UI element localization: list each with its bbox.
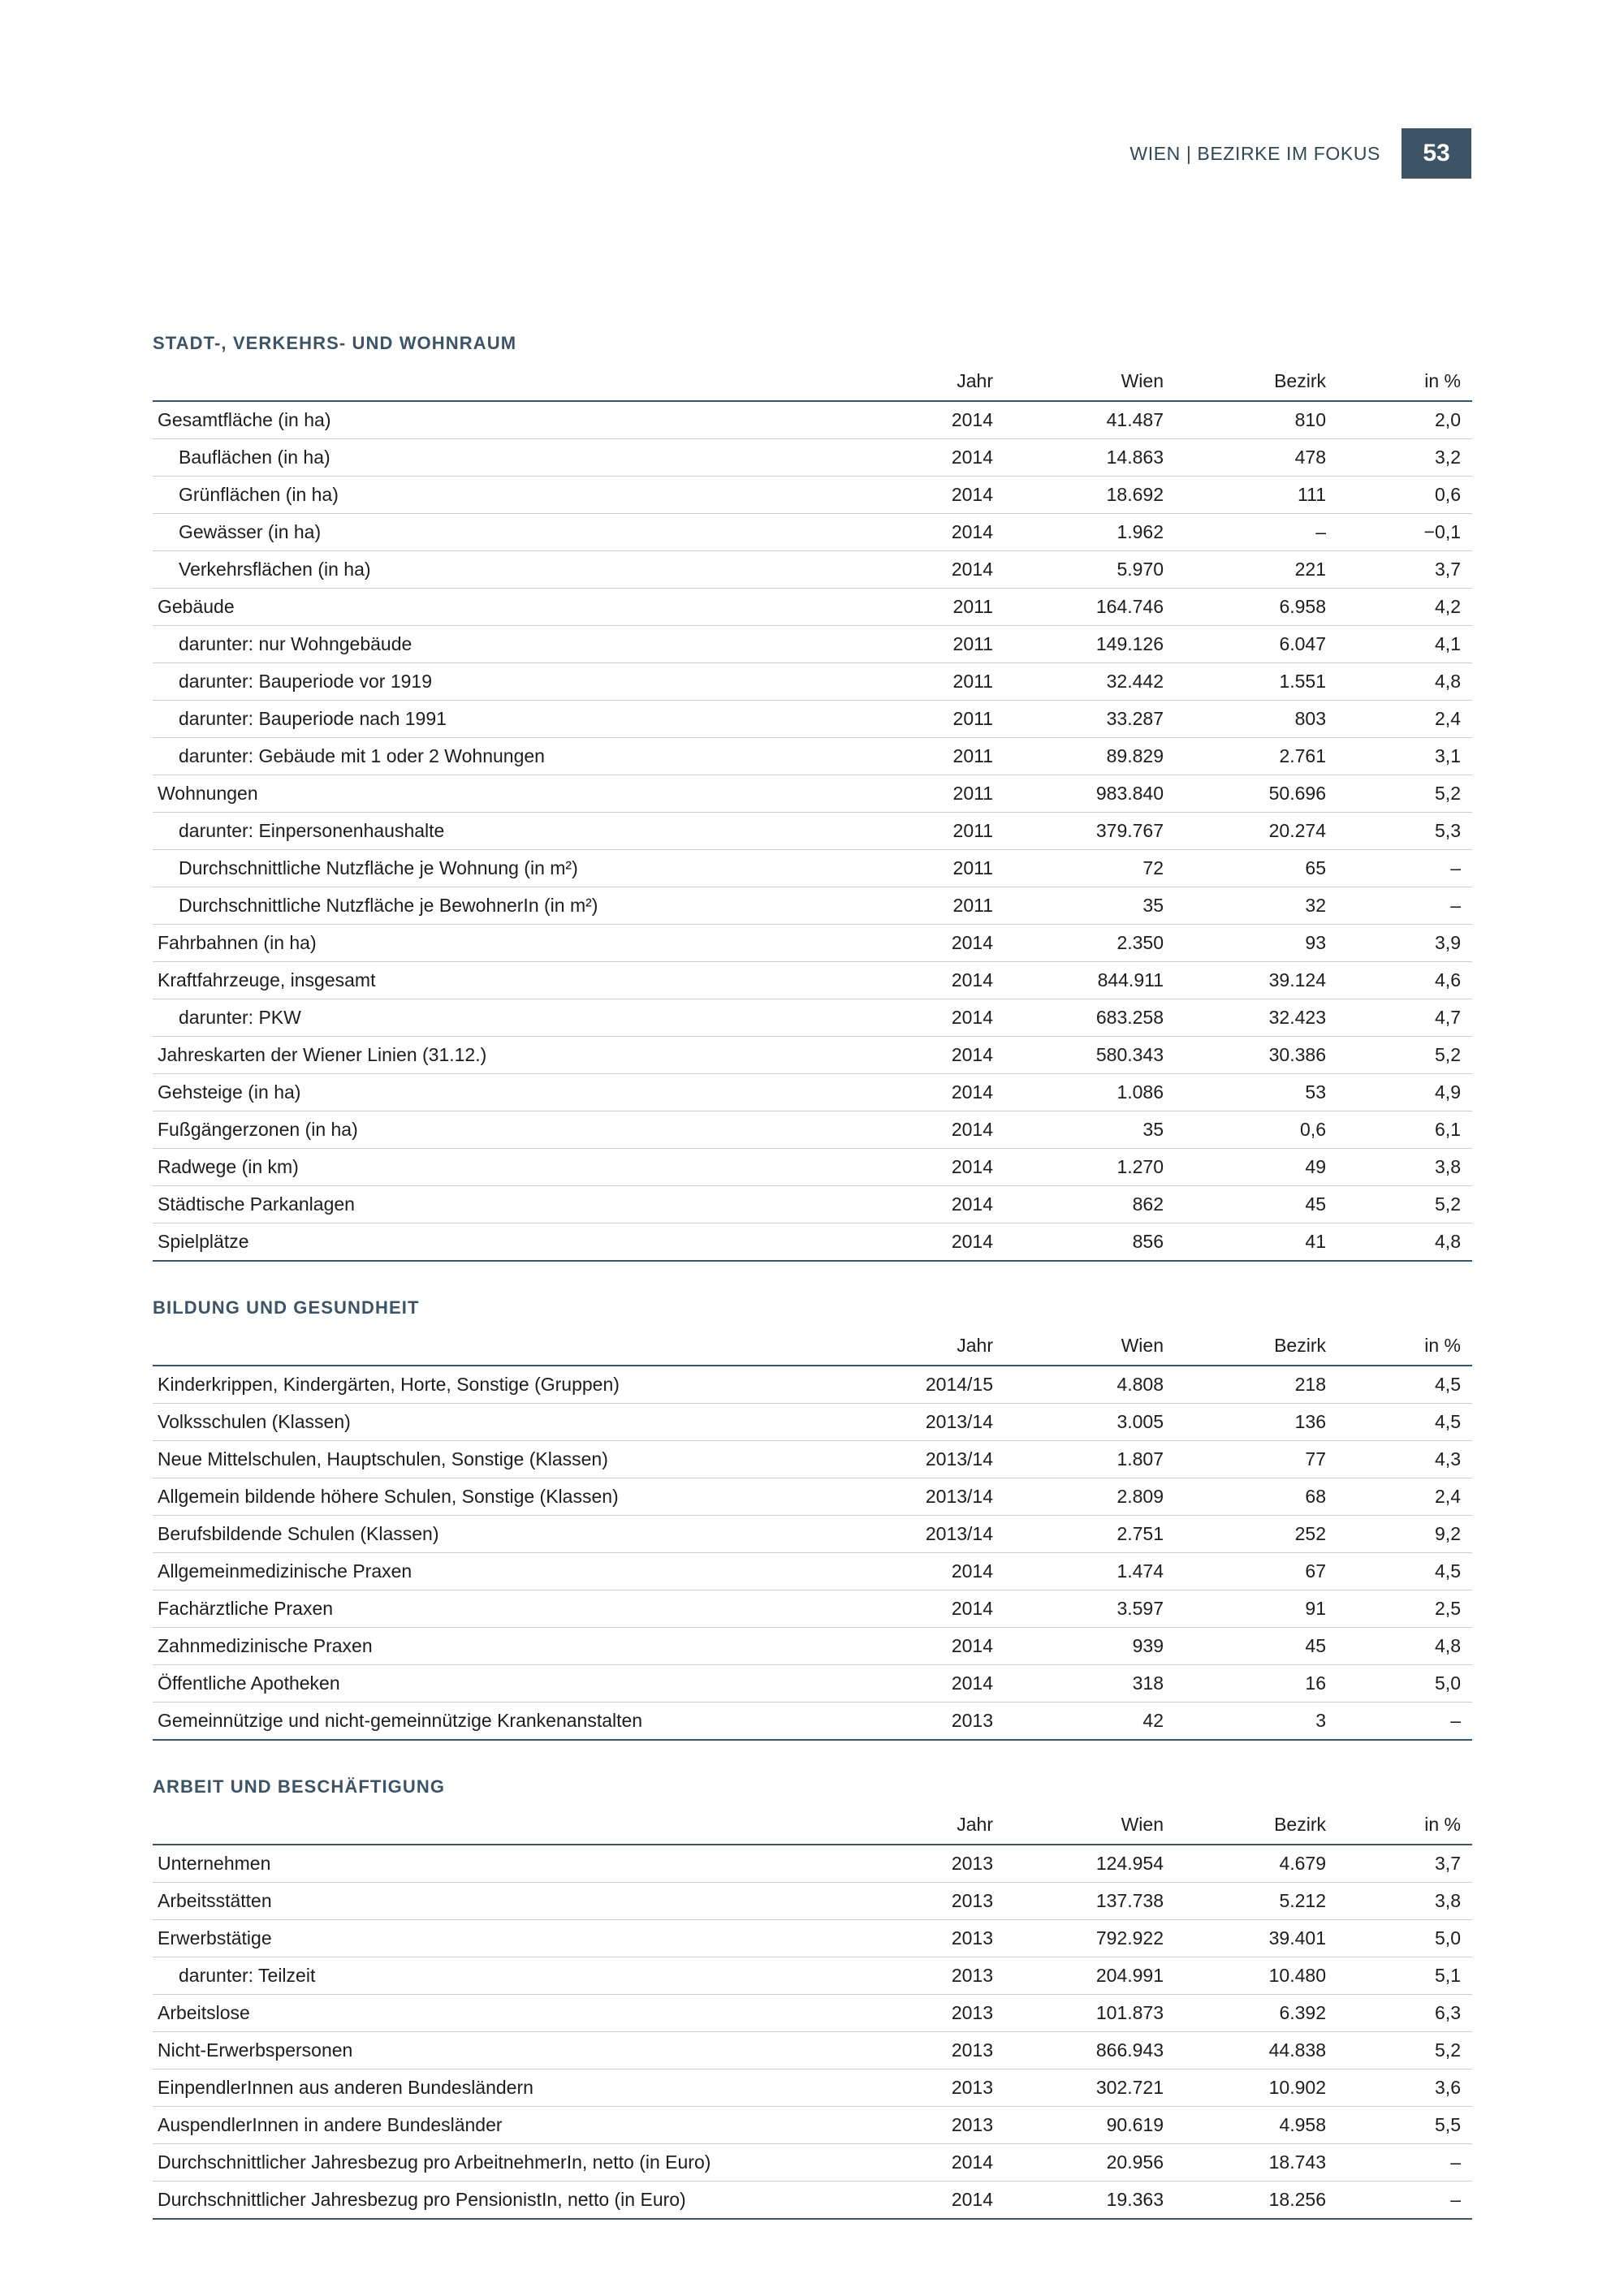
cell-jahr: 2013 bbox=[867, 1920, 1026, 1957]
cell-wien: 1.474 bbox=[1026, 1553, 1188, 1590]
cell-bezirk: 5.212 bbox=[1188, 1883, 1350, 1920]
cell-jahr: 2014 bbox=[867, 2144, 1026, 2182]
cell-jahr: 2014 bbox=[867, 1186, 1026, 1224]
cell-prozent: 5,1 bbox=[1350, 1957, 1472, 1995]
cell-prozent: 4,7 bbox=[1350, 999, 1472, 1037]
cell-jahr: 2011 bbox=[867, 663, 1026, 701]
cell-jahr: 2014 bbox=[867, 962, 1026, 999]
cell-bezirk: 91 bbox=[1188, 1590, 1350, 1628]
cell-prozent: – bbox=[1350, 850, 1472, 887]
cell-wien: 164.746 bbox=[1026, 589, 1188, 626]
cell-prozent: 6,3 bbox=[1350, 1995, 1472, 2032]
column-header-prozent: in % bbox=[1350, 1810, 1472, 1845]
row-label: darunter: nur Wohngebäude bbox=[153, 626, 867, 663]
cell-wien: 41.487 bbox=[1026, 401, 1188, 439]
column-header-label bbox=[153, 367, 867, 401]
table-row bbox=[153, 551, 1472, 589]
cell-prozent: 9,2 bbox=[1350, 1516, 1472, 1553]
row-label: darunter: PKW bbox=[153, 999, 867, 1037]
table-row bbox=[153, 589, 1472, 626]
cell-prozent: 5,2 bbox=[1350, 775, 1472, 813]
cell-prozent: 3,7 bbox=[1350, 551, 1472, 589]
column-header-jahr: Jahr bbox=[867, 367, 1026, 401]
cell-jahr: 2014 bbox=[867, 1224, 1026, 1262]
cell-bezirk: 18.743 bbox=[1188, 2144, 1350, 2182]
cell-prozent: −0,1 bbox=[1350, 514, 1472, 551]
cell-prozent: 3,6 bbox=[1350, 2069, 1472, 2107]
table-row bbox=[153, 1957, 1472, 1995]
cell-jahr: 2014 bbox=[867, 1553, 1026, 1590]
row-label: Gesamtfläche (in ha) bbox=[153, 401, 867, 439]
cell-jahr: 2011 bbox=[867, 887, 1026, 925]
cell-bezirk: 77 bbox=[1188, 1441, 1350, 1478]
cell-wien: 2.751 bbox=[1026, 1516, 1188, 1553]
cell-wien: 14.863 bbox=[1026, 439, 1188, 477]
cell-jahr: 2014 bbox=[867, 2182, 1026, 2220]
cell-wien: 856 bbox=[1026, 1224, 1188, 1262]
row-label: Nicht-Erwerbspersonen bbox=[153, 2032, 867, 2069]
cell-bezirk: 30.386 bbox=[1188, 1037, 1350, 1074]
row-label: Berufsbildende Schulen (Klassen) bbox=[153, 1516, 867, 1553]
cell-wien: 1.086 bbox=[1026, 1074, 1188, 1111]
table-row bbox=[153, 1366, 1472, 1404]
column-header-bezirk: Bezirk bbox=[1188, 1810, 1350, 1845]
cell-wien: 18.692 bbox=[1026, 477, 1188, 514]
row-label: Fußgängerzonen (in ha) bbox=[153, 1111, 867, 1149]
table-row bbox=[153, 1186, 1472, 1224]
cell-bezirk: 45 bbox=[1188, 1628, 1350, 1665]
table-row bbox=[153, 1441, 1472, 1478]
cell-jahr: 2013/14 bbox=[867, 1478, 1026, 1516]
cell-bezirk: 3 bbox=[1188, 1703, 1350, 1741]
cell-jahr: 2013 bbox=[867, 1845, 1026, 1883]
cell-prozent: 4,5 bbox=[1350, 1366, 1472, 1404]
stat-table bbox=[153, 1810, 1472, 2220]
table-row bbox=[153, 925, 1472, 962]
cell-bezirk: 41 bbox=[1188, 1224, 1350, 1262]
cell-jahr: 2014 bbox=[867, 401, 1026, 439]
cell-prozent: 0,6 bbox=[1350, 477, 1472, 514]
cell-wien: 3.597 bbox=[1026, 1590, 1188, 1628]
cell-bezirk: 478 bbox=[1188, 439, 1350, 477]
cell-prozent: – bbox=[1350, 2144, 1472, 2182]
cell-wien: 149.126 bbox=[1026, 626, 1188, 663]
table-row bbox=[153, 887, 1472, 925]
table-row bbox=[153, 514, 1472, 551]
row-label: Gehsteige (in ha) bbox=[153, 1074, 867, 1111]
cell-wien: 683.258 bbox=[1026, 999, 1188, 1037]
cell-jahr: 2013/14 bbox=[867, 1441, 1026, 1478]
cell-wien: 2.809 bbox=[1026, 1478, 1188, 1516]
table-header-row bbox=[153, 1810, 1472, 1845]
table-row bbox=[153, 2182, 1472, 2220]
column-header-wien: Wien bbox=[1026, 1810, 1188, 1845]
row-label: Erwerbstätige bbox=[153, 1920, 867, 1957]
cell-jahr: 2013 bbox=[867, 2069, 1026, 2107]
row-label: Gemeinnützige und nicht-gemeinnützige Krankenanstalten bbox=[153, 1703, 867, 1741]
cell-wien: 32.442 bbox=[1026, 663, 1188, 701]
cell-bezirk: 65 bbox=[1188, 850, 1350, 887]
column-header-wien: Wien bbox=[1026, 1331, 1188, 1366]
cell-jahr: 2013 bbox=[867, 2032, 1026, 2069]
row-label: Unternehmen bbox=[153, 1845, 867, 1883]
document-content bbox=[153, 333, 1472, 2255]
cell-prozent: 4,5 bbox=[1350, 1553, 1472, 1590]
row-label: darunter: Gebäude mit 1 oder 2 Wohnungen bbox=[153, 738, 867, 775]
table-row bbox=[153, 962, 1472, 999]
cell-prozent: 4,2 bbox=[1350, 589, 1472, 626]
cell-bezirk: 32.423 bbox=[1188, 999, 1350, 1037]
cell-wien: 866.943 bbox=[1026, 2032, 1188, 2069]
cell-prozent: – bbox=[1350, 2182, 1472, 2220]
cell-bezirk: 810 bbox=[1188, 401, 1350, 439]
cell-wien: 35 bbox=[1026, 1111, 1188, 1149]
cell-jahr: 2011 bbox=[867, 701, 1026, 738]
cell-bezirk: 136 bbox=[1188, 1404, 1350, 1441]
table-row bbox=[153, 1478, 1472, 1516]
table-row bbox=[153, 1037, 1472, 1074]
column-header-label bbox=[153, 1810, 867, 1845]
cell-bezirk: 39.124 bbox=[1188, 962, 1350, 999]
cell-wien: 792.922 bbox=[1026, 1920, 1188, 1957]
page-number-badge: 53 bbox=[1402, 128, 1471, 179]
table-row bbox=[153, 439, 1472, 477]
cell-wien: 101.873 bbox=[1026, 1995, 1188, 2032]
cell-wien: 1.807 bbox=[1026, 1441, 1188, 1478]
cell-bezirk: 49 bbox=[1188, 1149, 1350, 1186]
row-label: Zahnmedizinische Praxen bbox=[153, 1628, 867, 1665]
page-header bbox=[1129, 128, 1471, 179]
cell-prozent: 5,2 bbox=[1350, 1037, 1472, 1074]
cell-jahr: 2014 bbox=[867, 514, 1026, 551]
cell-wien: 1.270 bbox=[1026, 1149, 1188, 1186]
cell-prozent: 4,3 bbox=[1350, 1441, 1472, 1478]
cell-jahr: 2013 bbox=[867, 1995, 1026, 2032]
cell-wien: 204.991 bbox=[1026, 1957, 1188, 1995]
cell-wien: 318 bbox=[1026, 1665, 1188, 1703]
stat-table bbox=[153, 367, 1472, 1262]
column-header-jahr: Jahr bbox=[867, 1331, 1026, 1366]
cell-jahr: 2013 bbox=[867, 2107, 1026, 2144]
cell-prozent: 5,0 bbox=[1350, 1920, 1472, 1957]
cell-jahr: 2014 bbox=[867, 439, 1026, 477]
row-label: Städtische Parkanlagen bbox=[153, 1186, 867, 1224]
row-label: Bauflächen (in ha) bbox=[153, 439, 867, 477]
cell-wien: 3.005 bbox=[1026, 1404, 1188, 1441]
row-label: Wohnungen bbox=[153, 775, 867, 813]
row-label: Verkehrsflächen (in ha) bbox=[153, 551, 867, 589]
cell-bezirk: 221 bbox=[1188, 551, 1350, 589]
row-label: Neue Mittelschulen, Hauptschulen, Sonstige (Klassen) bbox=[153, 1441, 867, 1478]
table-row bbox=[153, 1665, 1472, 1703]
cell-bezirk: 18.256 bbox=[1188, 2182, 1350, 2220]
cell-jahr: 2014 bbox=[867, 925, 1026, 962]
row-label: Radwege (in km) bbox=[153, 1149, 867, 1186]
table-row bbox=[153, 850, 1472, 887]
row-label: Allgemeinmedizinische Praxen bbox=[153, 1553, 867, 1590]
cell-bezirk: 16 bbox=[1188, 1665, 1350, 1703]
table-row bbox=[153, 2069, 1472, 2107]
cell-jahr: 2011 bbox=[867, 738, 1026, 775]
row-label: darunter: Einpersonenhaushalte bbox=[153, 813, 867, 850]
cell-bezirk: 67 bbox=[1188, 1553, 1350, 1590]
cell-wien: 20.956 bbox=[1026, 2144, 1188, 2182]
cell-prozent: – bbox=[1350, 887, 1472, 925]
cell-prozent: 3,2 bbox=[1350, 439, 1472, 477]
cell-bezirk: 45 bbox=[1188, 1186, 1350, 1224]
cell-bezirk: 2.761 bbox=[1188, 738, 1350, 775]
table-row bbox=[153, 738, 1472, 775]
cell-prozent: 3,7 bbox=[1350, 1845, 1472, 1883]
cell-wien: 124.954 bbox=[1026, 1845, 1188, 1883]
cell-bezirk: 68 bbox=[1188, 1478, 1350, 1516]
stat-section bbox=[153, 1776, 1472, 2220]
cell-wien: 379.767 bbox=[1026, 813, 1188, 850]
column-header-prozent: in % bbox=[1350, 367, 1472, 401]
column-header-prozent: in % bbox=[1350, 1331, 1472, 1366]
cell-prozent: 3,9 bbox=[1350, 925, 1472, 962]
row-label: Jahreskarten der Wiener Linien (31.12.) bbox=[153, 1037, 867, 1074]
row-label: Öffentliche Apotheken bbox=[153, 1665, 867, 1703]
cell-prozent: 2,0 bbox=[1350, 401, 1472, 439]
table-row bbox=[153, 1883, 1472, 1920]
table-row bbox=[153, 701, 1472, 738]
cell-bezirk: 0,6 bbox=[1188, 1111, 1350, 1149]
cell-jahr: 2011 bbox=[867, 850, 1026, 887]
row-label: Spielplätze bbox=[153, 1224, 867, 1262]
cell-prozent: 2,5 bbox=[1350, 1590, 1472, 1628]
section-title: ARBEIT UND BESCHÄFTIGUNG bbox=[153, 1776, 446, 1797]
section-title: STADT-, VERKEHRS- UND WOHNRAUM bbox=[153, 333, 517, 353]
table-row bbox=[153, 1590, 1472, 1628]
cell-jahr: 2011 bbox=[867, 589, 1026, 626]
cell-bezirk: 6.958 bbox=[1188, 589, 1350, 626]
cell-prozent: 3,8 bbox=[1350, 1883, 1472, 1920]
cell-wien: 862 bbox=[1026, 1186, 1188, 1224]
cell-jahr: 2011 bbox=[867, 626, 1026, 663]
table-row bbox=[153, 2107, 1472, 2144]
cell-prozent: 4,5 bbox=[1350, 1404, 1472, 1441]
cell-wien: 5.970 bbox=[1026, 551, 1188, 589]
cell-bezirk: 10.480 bbox=[1188, 1957, 1350, 1995]
table-row bbox=[153, 1224, 1472, 1262]
row-label: darunter: Teilzeit bbox=[153, 1957, 867, 1995]
cell-wien: 42 bbox=[1026, 1703, 1188, 1741]
table-row bbox=[153, 813, 1472, 850]
cell-prozent: 4,8 bbox=[1350, 1224, 1472, 1262]
column-header-wien: Wien bbox=[1026, 367, 1188, 401]
cell-prozent: – bbox=[1350, 1703, 1472, 1741]
row-label: Arbeitsstätten bbox=[153, 1883, 867, 1920]
row-label: Durchschnittlicher Jahresbezug pro PensionistIn, netto (in Euro) bbox=[153, 2182, 867, 2220]
cell-wien: 19.363 bbox=[1026, 2182, 1188, 2220]
cell-jahr: 2013/14 bbox=[867, 1516, 1026, 1553]
table-row bbox=[153, 775, 1472, 813]
cell-wien: 89.829 bbox=[1026, 738, 1188, 775]
table-row bbox=[153, 1628, 1472, 1665]
table-row bbox=[153, 1995, 1472, 2032]
table-row bbox=[153, 1111, 1472, 1149]
cell-prozent: 4,8 bbox=[1350, 1628, 1472, 1665]
cell-wien: 33.287 bbox=[1026, 701, 1188, 738]
table-row bbox=[153, 2032, 1472, 2069]
row-label: EinpendlerInnen aus anderen Bundesländern bbox=[153, 2069, 867, 2107]
cell-bezirk: – bbox=[1188, 514, 1350, 551]
cell-prozent: 3,1 bbox=[1350, 738, 1472, 775]
cell-jahr: 2014 bbox=[867, 1074, 1026, 1111]
cell-jahr: 2011 bbox=[867, 775, 1026, 813]
row-label: Kraftfahrzeuge, insgesamt bbox=[153, 962, 867, 999]
cell-prozent: 4,6 bbox=[1350, 962, 1472, 999]
cell-wien: 844.911 bbox=[1026, 962, 1188, 999]
cell-prozent: 4,9 bbox=[1350, 1074, 1472, 1111]
cell-jahr: 2014 bbox=[867, 1665, 1026, 1703]
cell-wien: 580.343 bbox=[1026, 1037, 1188, 1074]
cell-bezirk: 6.392 bbox=[1188, 1995, 1350, 2032]
cell-wien: 4.808 bbox=[1026, 1366, 1188, 1404]
row-label: Arbeitslose bbox=[153, 1995, 867, 2032]
row-label: Durchschnittlicher Jahresbezug pro ArbeitnehmerIn, netto (in Euro) bbox=[153, 2144, 867, 2182]
breadcrumb: WIEN | BEZIRKE IM FOKUS bbox=[1129, 142, 1380, 164]
table-row bbox=[153, 1845, 1472, 1883]
cell-jahr: 2014 bbox=[867, 551, 1026, 589]
table-row bbox=[153, 401, 1472, 439]
cell-jahr: 2013/14 bbox=[867, 1404, 1026, 1441]
cell-bezirk: 44.838 bbox=[1188, 2032, 1350, 2069]
row-label: darunter: Bauperiode vor 1919 bbox=[153, 663, 867, 701]
cell-prozent: 5,2 bbox=[1350, 2032, 1472, 2069]
cell-prozent: 5,2 bbox=[1350, 1186, 1472, 1224]
cell-jahr: 2013 bbox=[867, 1883, 1026, 1920]
cell-jahr: 2013 bbox=[867, 1703, 1026, 1741]
table-row bbox=[153, 626, 1472, 663]
cell-wien: 983.840 bbox=[1026, 775, 1188, 813]
cell-bezirk: 1.551 bbox=[1188, 663, 1350, 701]
cell-bezirk: 6.047 bbox=[1188, 626, 1350, 663]
cell-jahr: 2014 bbox=[867, 1149, 1026, 1186]
cell-jahr: 2014 bbox=[867, 1111, 1026, 1149]
cell-prozent: 2,4 bbox=[1350, 701, 1472, 738]
stat-section bbox=[153, 333, 1472, 1262]
cell-bezirk: 4.679 bbox=[1188, 1845, 1350, 1883]
cell-bezirk: 53 bbox=[1188, 1074, 1350, 1111]
row-label: Kinderkrippen, Kindergärten, Horte, Sonstige (Gruppen) bbox=[153, 1366, 867, 1404]
cell-prozent: 5,3 bbox=[1350, 813, 1472, 850]
table-row bbox=[153, 1149, 1472, 1186]
cell-prozent: 5,5 bbox=[1350, 2107, 1472, 2144]
cell-prozent: 4,1 bbox=[1350, 626, 1472, 663]
cell-bezirk: 10.902 bbox=[1188, 2069, 1350, 2107]
cell-wien: 302.721 bbox=[1026, 2069, 1188, 2107]
cell-jahr: 2014 bbox=[867, 999, 1026, 1037]
column-header-jahr: Jahr bbox=[867, 1810, 1026, 1845]
cell-wien: 90.619 bbox=[1026, 2107, 1188, 2144]
cell-wien: 35 bbox=[1026, 887, 1188, 925]
stat-section bbox=[153, 1297, 1472, 1741]
cell-prozent: 5,0 bbox=[1350, 1665, 1472, 1703]
cell-prozent: 2,4 bbox=[1350, 1478, 1472, 1516]
cell-prozent: 6,1 bbox=[1350, 1111, 1472, 1149]
column-header-label bbox=[153, 1331, 867, 1366]
cell-wien: 939 bbox=[1026, 1628, 1188, 1665]
cell-bezirk: 111 bbox=[1188, 477, 1350, 514]
column-header-bezirk: Bezirk bbox=[1188, 367, 1350, 401]
row-label: AuspendlerInnen in andere Bundesländer bbox=[153, 2107, 867, 2144]
row-label: Gebäude bbox=[153, 589, 867, 626]
cell-bezirk: 4.958 bbox=[1188, 2107, 1350, 2144]
cell-prozent: 3,8 bbox=[1350, 1149, 1472, 1186]
cell-jahr: 2011 bbox=[867, 813, 1026, 850]
row-label: Fahrbahnen (in ha) bbox=[153, 925, 867, 962]
table-header-row bbox=[153, 367, 1472, 401]
cell-bezirk: 50.696 bbox=[1188, 775, 1350, 813]
cell-jahr: 2014 bbox=[867, 1037, 1026, 1074]
row-label: Volksschulen (Klassen) bbox=[153, 1404, 867, 1441]
cell-wien: 2.350 bbox=[1026, 925, 1188, 962]
cell-bezirk: 20.274 bbox=[1188, 813, 1350, 850]
cell-jahr: 2014/15 bbox=[867, 1366, 1026, 1404]
table-row bbox=[153, 1920, 1472, 1957]
row-label: Durchschnittliche Nutzfläche je Wohnung (in m²) bbox=[153, 850, 867, 887]
section-title: BILDUNG UND GESUNDHEIT bbox=[153, 1297, 420, 1318]
cell-jahr: 2014 bbox=[867, 1590, 1026, 1628]
row-label: Allgemein bildende höhere Schulen, Sonstige (Klassen) bbox=[153, 1478, 867, 1516]
cell-bezirk: 252 bbox=[1188, 1516, 1350, 1553]
row-label: Fachärztliche Praxen bbox=[153, 1590, 867, 1628]
cell-jahr: 2014 bbox=[867, 477, 1026, 514]
cell-bezirk: 39.401 bbox=[1188, 1920, 1350, 1957]
column-header-bezirk: Bezirk bbox=[1188, 1331, 1350, 1366]
cell-wien: 72 bbox=[1026, 850, 1188, 887]
table-row bbox=[153, 1074, 1472, 1111]
cell-wien: 137.738 bbox=[1026, 1883, 1188, 1920]
cell-bezirk: 803 bbox=[1188, 701, 1350, 738]
cell-jahr: 2014 bbox=[867, 1628, 1026, 1665]
table-header-row bbox=[153, 1331, 1472, 1366]
cell-wien: 1.962 bbox=[1026, 514, 1188, 551]
table-row bbox=[153, 477, 1472, 514]
cell-bezirk: 93 bbox=[1188, 925, 1350, 962]
cell-bezirk: 32 bbox=[1188, 887, 1350, 925]
table-row bbox=[153, 1703, 1472, 1741]
table-row bbox=[153, 1404, 1472, 1441]
row-label: Durchschnittliche Nutzfläche je BewohnerIn (in m²) bbox=[153, 887, 867, 925]
row-label: Grünflächen (in ha) bbox=[153, 477, 867, 514]
table-row bbox=[153, 2144, 1472, 2182]
stat-table bbox=[153, 1331, 1472, 1741]
cell-jahr: 2013 bbox=[867, 1957, 1026, 1995]
table-row bbox=[153, 1516, 1472, 1553]
table-row bbox=[153, 663, 1472, 701]
table-row bbox=[153, 999, 1472, 1037]
cell-bezirk: 218 bbox=[1188, 1366, 1350, 1404]
row-label: darunter: Bauperiode nach 1991 bbox=[153, 701, 867, 738]
table-row bbox=[153, 1553, 1472, 1590]
row-label: Gewässer (in ha) bbox=[153, 514, 867, 551]
cell-prozent: 4,8 bbox=[1350, 663, 1472, 701]
